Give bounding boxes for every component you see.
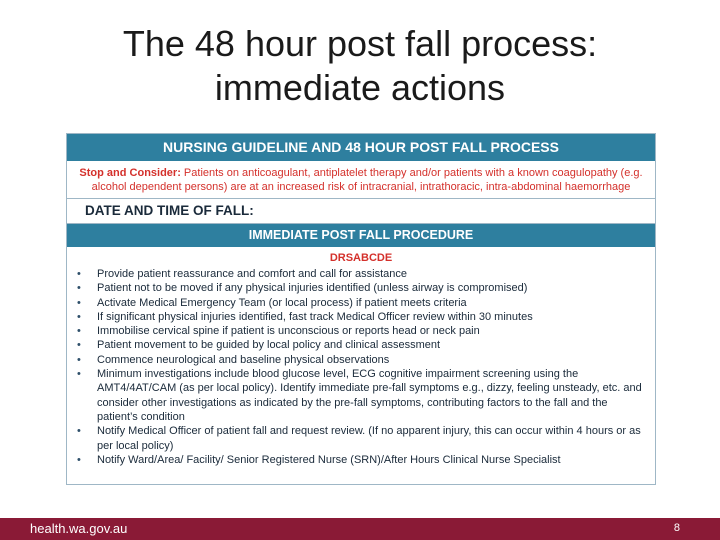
list-item: • Provide patient reassurance and comfort and call for assistance xyxy=(97,267,647,281)
document-header: NURSING GUIDELINE AND 48 HOUR POST FALL PROCESS xyxy=(67,134,655,161)
slide-title-line-1: The 48 hour post fall process: xyxy=(122,23,598,64)
list-item: • Patient not to be moved if any physical injuries identified (unless airway is compromised) xyxy=(97,281,647,295)
footer-site-url: health.wa.gov.au xyxy=(30,521,128,536)
guideline-document xyxy=(66,133,656,485)
slide-title-line-2: immediate actions xyxy=(214,67,506,108)
list-item: • If significant physical injuries identified, fast track Medical Officer review within 30 minutes xyxy=(97,310,647,324)
stop-and-consider-label: Stop and Consider: xyxy=(79,167,181,179)
list-item: • Immobilise cervical spine if patient is unconscious or reports head or neck pain xyxy=(97,324,647,338)
date-time-of-fall-label: DATE AND TIME OF FALL: xyxy=(67,199,655,224)
footer-bar xyxy=(0,518,720,540)
procedure-steps-list xyxy=(67,267,655,467)
list-item: • Commence neurological and baseline physical observations xyxy=(97,353,647,367)
list-item: • Activate Medical Emergency Team (or local process) if patient meets criteria xyxy=(97,296,647,310)
list-item: • Notify Medical Officer of patient fall and request review. (If no apparent injury, this can occur within 4 hours or as per local policy) xyxy=(97,424,647,453)
list-item: • Notify Ward/Area/ Facility/ Senior Registered Nurse (SRN)/After Hours Clinical Nurse Specialist xyxy=(97,453,647,467)
stop-and-consider-text: Patients on anticoagulant, antiplatelet therapy and/or patients with a known coagulopathy (e.g. alcohol dependent persons) are at an increased risk of intracranial, intrathoracic, intra-abdominal haemorrhage xyxy=(91,167,643,193)
page-number: 8 xyxy=(673,522,680,534)
procedure-header: IMMEDIATE POST FALL PROCEDURE xyxy=(67,224,655,247)
slide-title xyxy=(0,22,720,110)
stop-and-consider-notice xyxy=(67,161,655,199)
list-item: • Patient movement to be guided by local policy and clinical assessment xyxy=(97,338,647,352)
list-item: • Minimum investigations include blood glucose level, ECG cognitive impairment screening using the AMT4/4AT/CAM (as per local policy). Identify immediate pre-fall symptoms e.g., dizzy, feeling unsteady, etc. and consider other investigations as indicated by the pre-fall symptoms, contributing factors to the fall and the patient’s condition xyxy=(97,367,647,424)
procedure-subheader: DRSABCDE xyxy=(329,252,393,264)
